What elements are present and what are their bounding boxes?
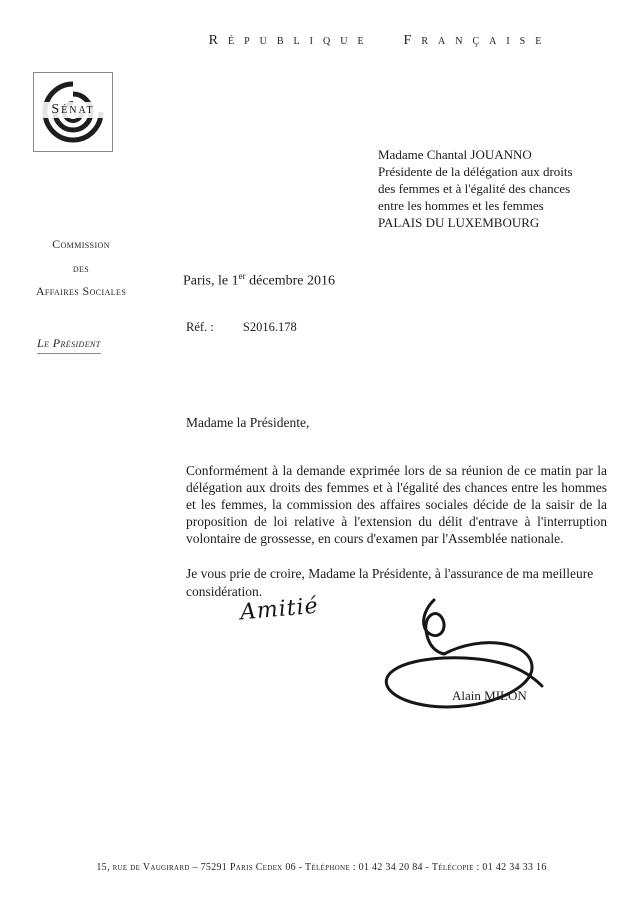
- senat-logo: [33, 72, 113, 152]
- date-suffix: décembre 2016: [245, 273, 336, 289]
- footer-address: 15, rue de Vaugirard – 75291 Paris Cedex 06 - Téléphone : 01 42 34 20 84 - Télécopie : 01 42 34 33 16: [96, 862, 547, 873]
- letter-body-paragraph: Conformément à la demande exprimée lors de sa réunion de ce matin par la délégation aux droits des femmes et à l'égalité des chances entre les hommes et les femmes, la commission des affaires sociales décide de la saisir de la proposition de loi relative à l'extension du délit d'entrave à l'interruption volontaire de grossesse, en cours d'examen par l'Assemblée nationale.: [186, 463, 607, 546]
- salutation: Madame la Présidente,: [186, 415, 310, 430]
- commission-title-block: [8, 233, 154, 304]
- letter-closing-paragraph: Je vous prie de croire, Madame la Présidente, à l'assurance de ma meilleure considération.: [186, 566, 594, 599]
- header-word-francaise: Française: [403, 33, 552, 48]
- date-line: [183, 271, 335, 290]
- signature: [372, 594, 550, 724]
- signer-name: Alain MILON: [452, 688, 527, 703]
- signature-scrawl-icon: [372, 594, 550, 724]
- recipient-line: entre les hommes et les femmes: [378, 198, 544, 213]
- president-title: Le Président: [37, 336, 101, 354]
- recipient-address-block: [378, 146, 573, 231]
- recipient-line: des femmes et à l'égalité des chances: [378, 181, 571, 196]
- header-word-republique: République: [208, 33, 374, 48]
- recipient-line: Madame Chantal JOUANNO: [378, 147, 532, 162]
- recipient-line: PALAIS DU LUXEMBOURG: [378, 215, 540, 230]
- reference-label: Réf. :: [186, 320, 214, 334]
- date-ordinal-superscript: er: [238, 271, 246, 281]
- date-prefix: Paris, le 1: [183, 273, 239, 289]
- reference-value: S2016.178: [242, 320, 297, 334]
- republique-francaise-header: [150, 33, 610, 49]
- recipient-line: Présidente de la délégation aux droits: [378, 164, 573, 179]
- commission-line: Commission: [52, 237, 110, 251]
- senat-logo-text: Sénat: [36, 102, 110, 118]
- reference-line: [186, 320, 297, 335]
- handwritten-note: Amitié: [239, 593, 320, 626]
- commission-line: des: [72, 260, 90, 275]
- commission-line: Affaires Sociales: [35, 284, 127, 298]
